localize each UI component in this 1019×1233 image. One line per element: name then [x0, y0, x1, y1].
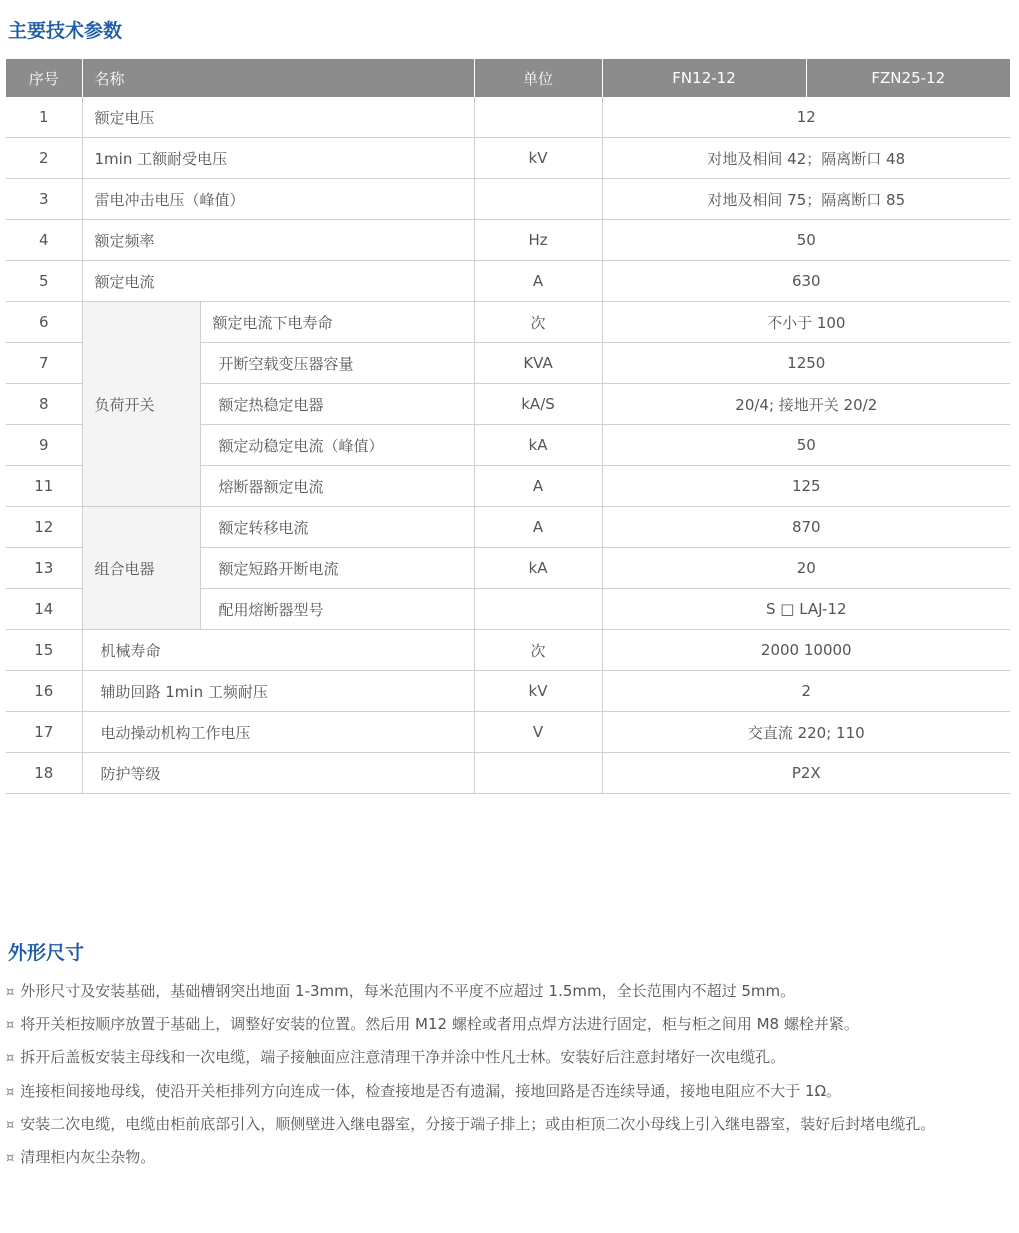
row-value: 对地及相间 42；隔离断口 48	[602, 138, 1010, 179]
bullet-icon: ¤	[6, 1018, 15, 1034]
table-row	[6, 630, 1010, 671]
row-no: 7	[6, 343, 82, 384]
row-subname: 额定转移电流	[200, 507, 474, 548]
bullet-icon: ¤	[6, 985, 15, 1000]
row-no: 15	[6, 630, 82, 671]
row-value: 50	[602, 425, 1010, 466]
table-row	[6, 507, 1010, 548]
row-name: 额定电压	[82, 97, 474, 138]
row-value: 12	[602, 97, 1010, 138]
row-no: 9	[6, 425, 82, 466]
table-row	[6, 138, 1010, 179]
row-name: 额定电流	[82, 261, 474, 302]
row-no: 18	[6, 753, 82, 794]
row-unit: A	[474, 507, 602, 548]
list-item	[6, 1111, 1016, 1144]
list-item	[6, 1044, 1016, 1077]
row-name: 雷电冲击电压（峰值）	[82, 179, 474, 220]
row-unit: 次	[474, 630, 602, 671]
row-value: 对地及相间 75；隔离断口 85	[602, 179, 1010, 220]
row-value: 2000 10000	[602, 630, 1010, 671]
row-no: 3	[6, 179, 82, 220]
table-row	[6, 753, 1010, 794]
row-name: 额定频率	[82, 220, 474, 261]
note-text: 安装二次电缆，电缆由柜前底部引入，顺侧壁进入继电器室，分接于端子排上；或由柜顶二次小母线上引入继电器室，装好后封堵电缆孔。	[20, 1114, 936, 1133]
note-text: 连接柜间接地母线，使沿开关柜排列方向连成一体，检查接地是否有遗漏，接地回路是否连续导通，接地电阻应不大于 1Ω。	[20, 1081, 842, 1100]
row-value: 125	[602, 466, 1010, 507]
row-unit: kA/S	[474, 384, 602, 425]
note-text: 将开关柜按顺序放置于基础上，调整好安装的位置。然后用 M12 螺栓或者用点焊方法进行固定，柜与柜之间用 M8 螺栓并紧。	[20, 1015, 859, 1034]
row-no: 11	[6, 466, 82, 507]
list-item	[6, 1011, 1016, 1044]
row-value: 20/4; 接地开关 20/2	[602, 384, 1010, 425]
table-row	[6, 220, 1010, 261]
row-subname: 额定电流下电寿命	[200, 302, 474, 343]
row-name: 机械寿命	[82, 630, 474, 671]
row-no: 13	[6, 548, 82, 589]
header-name: 名称	[82, 59, 474, 97]
row-unit: 次	[474, 302, 602, 343]
row-unit: A	[474, 466, 602, 507]
row-unit: A	[474, 261, 602, 302]
row-subname: 额定动稳定电流（峰值）	[200, 425, 474, 466]
row-value: 870	[602, 507, 1010, 548]
row-unit: V	[474, 712, 602, 753]
table-row	[6, 261, 1010, 302]
row-value: 交直流 220; 110	[602, 712, 1010, 753]
list-item	[6, 978, 1016, 1011]
row-value: 20	[602, 548, 1010, 589]
bullet-icon: ¤	[6, 1150, 15, 1166]
group-label-load-switch: 负荷开关	[82, 302, 200, 507]
row-unit: kA	[474, 548, 602, 589]
row-subname: 开断空载变压器容量	[200, 343, 474, 384]
row-subname: 配用熔断器型号	[200, 589, 474, 630]
row-subname: 熔断器额定电流	[200, 466, 474, 507]
row-unit: kA	[474, 425, 602, 466]
note-text: 清理柜内灰尘杂物。	[20, 1147, 156, 1166]
row-value: 1250	[602, 343, 1010, 384]
row-no: 14	[6, 589, 82, 630]
row-no: 5	[6, 261, 82, 302]
row-unit	[474, 753, 602, 794]
row-no: 16	[6, 671, 82, 712]
row-unit	[474, 179, 602, 220]
row-name: 1min 工额耐受电压	[82, 138, 474, 179]
header-model-fn12: FN12-12	[602, 59, 806, 97]
row-subname: 额定短路开断电流	[200, 548, 474, 589]
row-value: 50	[602, 220, 1010, 261]
row-value: 2	[602, 671, 1010, 712]
list-item	[6, 1078, 1016, 1111]
group-label-combo: 组合电器	[82, 507, 200, 630]
row-value: 不小于 100	[602, 302, 1010, 343]
install-notes-list	[6, 978, 1016, 1177]
table-row	[6, 97, 1010, 138]
row-unit: kV	[474, 671, 602, 712]
row-unit: KVA	[474, 343, 602, 384]
table-header-row	[6, 59, 1010, 97]
row-subname: 额定热稳定电器	[200, 384, 474, 425]
header-unit: 单位	[474, 59, 602, 97]
row-no: 12	[6, 507, 82, 548]
row-unit	[474, 97, 602, 138]
row-name: 电动操动机构工作电压	[82, 712, 474, 753]
row-value: P2X	[602, 753, 1010, 794]
section-title-dimensions: 外形尺寸	[8, 942, 85, 964]
section-title-main-params: 主要技术参数	[8, 20, 123, 42]
row-unit: Hz	[474, 220, 602, 261]
row-no: 17	[6, 712, 82, 753]
row-no: 4	[6, 220, 82, 261]
bullet-icon: ¤	[6, 1084, 15, 1100]
list-item	[6, 1144, 1016, 1177]
row-no: 6	[6, 302, 82, 343]
bullet-icon: ¤	[6, 1117, 15, 1133]
note-text: 拆开后盖板安装主母线和一次电缆，端子接触面应注意清理干净并涂中性凡士林。安装好后注意封堵好一次电缆孔。	[20, 1048, 786, 1067]
table-row	[6, 671, 1010, 712]
header-model-fzn25: FZN25-12	[806, 59, 1010, 97]
header-no: 序号	[6, 59, 82, 97]
row-no: 8	[6, 384, 82, 425]
row-value: 630	[602, 261, 1010, 302]
spec-table	[6, 59, 1010, 794]
bullet-icon: ¤	[6, 1051, 15, 1067]
table-row	[6, 179, 1010, 220]
table-row	[6, 302, 1010, 343]
row-no: 2	[6, 138, 82, 179]
note-text: 外形尺寸及安装基础，基础槽钢突出地面 1-3mm，每米范围内不平度不应超过 1.5mm，全长范围内不超过 5mm。	[20, 982, 796, 1000]
row-unit: kV	[474, 138, 602, 179]
row-no: 1	[6, 97, 82, 138]
table-row	[6, 712, 1010, 753]
row-unit	[474, 589, 602, 630]
row-value: S □ LAJ-12	[602, 589, 1010, 630]
row-name: 防护等级	[82, 753, 474, 794]
row-name: 辅助回路 1min 工频耐压	[82, 671, 474, 712]
